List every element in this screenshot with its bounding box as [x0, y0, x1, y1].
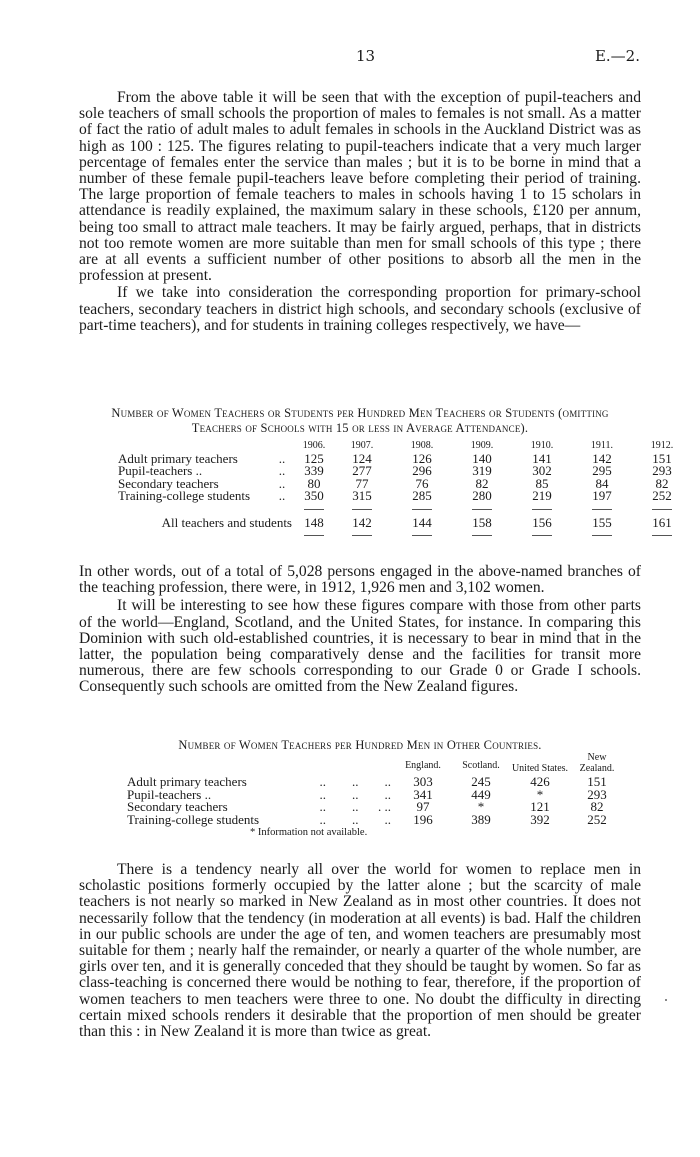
cell: 76 — [415, 475, 429, 491]
cell: 85 — [535, 475, 549, 491]
cell: 148 — [304, 514, 324, 530]
leader-dots: .. — [278, 475, 286, 491]
cell: 196 — [413, 811, 433, 827]
row-label: Adult primary teachers — [127, 774, 247, 789]
year-header: 1912. — [650, 440, 674, 451]
table-other-countries — [127, 752, 625, 826]
table1-title — [79, 406, 641, 436]
cell: 142 — [352, 514, 372, 530]
table-women-per-hundred-men — [118, 440, 692, 541]
cell: 197 — [592, 488, 612, 503]
cell: 277 — [352, 463, 372, 478]
leader-dots: .. .. . .. — [319, 799, 391, 814]
cell: 161 — [652, 514, 672, 530]
cell: 303 — [413, 774, 433, 789]
cell: 392 — [530, 811, 550, 827]
cell: 389 — [471, 811, 491, 827]
divider — [352, 509, 372, 510]
row-label: All teachers and students — [161, 514, 292, 530]
column-header: Scotland. — [462, 759, 500, 771]
cell: * — [477, 799, 485, 814]
table1-title-line2: Teachers of Schools with 15 or less in Average Attendance). — [191, 421, 529, 435]
leader-dots: .. .. .. — [319, 786, 391, 802]
divider — [592, 535, 612, 536]
table2-header-row — [127, 752, 625, 776]
column-header: England. — [405, 759, 441, 771]
cell: 293 — [652, 463, 672, 478]
scan-speck — [665, 999, 667, 1001]
cell: 82 — [475, 475, 489, 491]
cell: 141 — [532, 450, 552, 466]
row-label: Secondary teachers — [118, 475, 219, 491]
table2-title: Number of Women Teachers per Hundred Men in Other Countries. — [178, 738, 542, 752]
paragraph-1: From the above table it will be seen that with the exception of pupil-teachers and sole teachers of small schools the proportion of males to females is not small. As a matter of fact the ratio of adult males to adult females in schools in the Auckland District was as high as 100 : 125. The figures relating to pupil-teachers indicate that a very much larger percentage of females enter the service than males ; but it is to be borne in mind that a number of these female pupil-teachers leave before completing their period of training. The large proportion of female teachers to males in schools having 1 to 15 scholars in attendance is readily explained, the maximum salary in these schools, £120 per annum, being too small to attract male teachers. It may be fairly argued, perhaps, that in districts not too remote women are more suitable than men for small schools of this type ; there are at all events a sufficient number of other positions to absorb all the men in the profession at present. — [79, 89, 641, 285]
divider — [472, 509, 492, 510]
row-label: Secondary teachers — [127, 799, 228, 814]
cell: 151 — [587, 774, 607, 789]
cell: 151 — [652, 450, 672, 466]
page-number: 13 — [356, 47, 376, 65]
cell: 121 — [530, 799, 550, 814]
cell: 252 — [652, 488, 672, 503]
row-label: Training-college students — [127, 811, 260, 827]
divider — [592, 509, 612, 510]
cell: 219 — [532, 488, 552, 503]
cell: 124 — [352, 450, 372, 466]
paragraph-4: It will be interesting to see how these figures compare with those from other parts of the world—England, Scotland, and the United States, for instance. In comparing this Dominion with such old-established countries, it is necessary to bear in mind that in the latter, the population being comparatively dense and the facilities for transit more numerous, there are few schools corresponding to our Grade 0 or Grade I schools. Consequently such schools are omitted from the New Zealand figures. — [79, 597, 641, 696]
column-header: New Zealand. — [579, 752, 615, 774]
divider — [472, 535, 492, 536]
paragraph-block-2 — [79, 564, 641, 696]
year-header: 1909. — [470, 440, 494, 451]
leader-dots: .. .. .. — [319, 774, 391, 789]
table-total-row — [118, 517, 692, 530]
cell: 158 — [472, 514, 492, 530]
cell: 426 — [530, 774, 550, 789]
cell: 82 — [590, 799, 604, 814]
table-row — [118, 490, 692, 503]
row-label: Training-college students — [118, 488, 251, 503]
cell: 156 — [532, 514, 552, 530]
paragraph-block-1 — [79, 90, 641, 334]
year-header: 1911. — [590, 440, 614, 451]
divider — [352, 535, 372, 536]
table1-title-line1: Number of Women Teachers or Students per Hundred Men Teachers or Students (omitting — [111, 406, 609, 420]
cell: * — [536, 786, 544, 802]
leader-dots: .. — [278, 488, 286, 503]
column-header: United States. — [511, 763, 569, 774]
divider — [652, 509, 672, 510]
divider — [304, 509, 324, 510]
leader-dots: .. — [278, 450, 286, 466]
divider — [532, 535, 552, 536]
paragraph-2: If we take into consideration the corresponding proportion for primary-school teachers, secondary teachers in district high schools, and secondary schools (exclusive of part-time teachers), and for students in training colleges respectively, we have— — [79, 284, 641, 334]
table-row — [127, 814, 625, 827]
cell: 295 — [592, 463, 612, 478]
paragraph-5: There is a tendency nearly all over the world for women to replace men in scholastic positions formerly occupied by the latter alone ; but the scarcity of male teachers is not nearly so marked in New Zealand as in most other countries. It does not necessarily follow that the tendency (in moderation at all events) is bad. Half the children in our public schools are under the age of ten, and women teachers are presumably most suitable for them ; nearly half the remainder, or nearly a quarter of the whole number, are girls over ten, and it is generally conceded that they should be taught by women. So far as class-teaching is concerned there would be nothing to fear, therefore, if the proportion of women teachers to men teachers were three to one. No doubt the difficulty in directing certain mixed schools renders it desirable that the proportion of men should be greater than this : in New Zealand it is more than twice as great. — [79, 861, 641, 1041]
table2-footnote: * Information not available. — [250, 827, 368, 838]
cell: 82 — [655, 475, 669, 491]
row-label: Pupil-teachers .. — [127, 786, 212, 802]
divider — [412, 535, 432, 536]
document-reference: E.—2. — [594, 47, 640, 65]
cell: 252 — [587, 811, 607, 827]
divider — [532, 509, 552, 510]
cell: 97 — [416, 799, 430, 814]
cell: 296 — [412, 463, 432, 478]
page-header — [0, 47, 700, 67]
cell: 142 — [592, 450, 612, 466]
cell: 315 — [352, 488, 372, 503]
year-header: 1910. — [530, 440, 554, 451]
rule-row-bottom — [118, 529, 692, 541]
divider — [652, 535, 672, 536]
cell: 155 — [592, 514, 612, 530]
year-header: 1907. — [350, 440, 374, 451]
cell: 125 — [304, 450, 324, 466]
cell: 80 — [307, 475, 321, 491]
cell: 302 — [532, 463, 552, 478]
leader-dots: .. .. .. — [319, 811, 391, 827]
cell: 140 — [472, 450, 492, 466]
paragraph-block-3 — [79, 862, 641, 1040]
cell: 350 — [304, 488, 324, 503]
divider — [304, 535, 324, 536]
cell: 245 — [471, 774, 491, 789]
divider — [412, 509, 432, 510]
cell: 339 — [304, 463, 324, 478]
cell: 280 — [472, 488, 492, 503]
cell: 319 — [472, 463, 492, 478]
cell: 126 — [412, 450, 432, 466]
year-header: 1906. — [302, 440, 326, 451]
year-header: 1908. — [410, 440, 434, 451]
cell: 285 — [412, 488, 432, 503]
cell: 144 — [412, 514, 432, 530]
row-label: Pupil-teachers .. — [118, 463, 203, 478]
cell: 84 — [595, 475, 609, 491]
leader-dots: .. — [278, 463, 286, 478]
paragraph-3: In other words, out of a total of 5,028 persons engaged in the above-named branches of the teaching profession, there were, in 1912, 1,926 men and 3,102 women. — [79, 563, 641, 597]
row-label: Adult primary teachers — [118, 450, 238, 466]
cell: 77 — [355, 475, 369, 491]
cell: 293 — [587, 786, 607, 802]
cell: 341 — [413, 786, 433, 802]
cell: 449 — [471, 786, 491, 802]
